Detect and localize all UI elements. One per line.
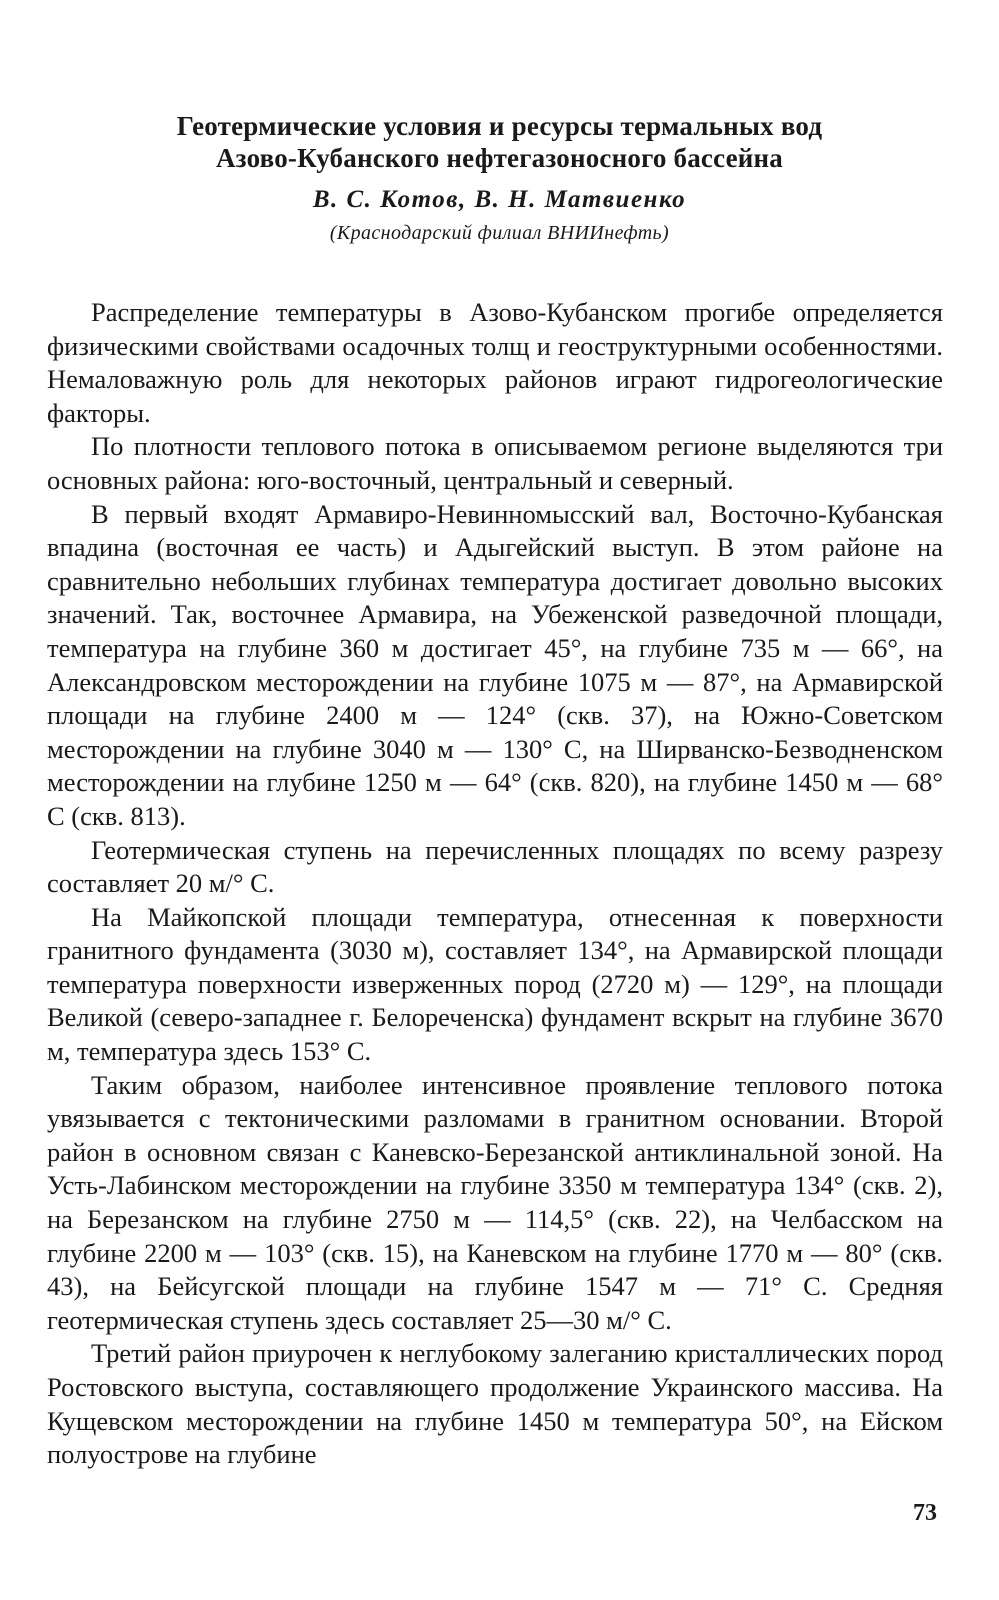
paragraph: Третий район приурочен к неглубокому залеганию кристаллических пород Ростовского выступа, составляющего продолжение Украинского массива. На Кущевском месторождении на глубине 1450 м температура 50°, на Ейском полуострове на глубине (47, 1338, 943, 1470)
affiliation: (Краснодарский филиал ВНИИнефть) (329, 222, 670, 244)
paragraph: Таким образом, наиболее интенсивное проявление теплового потока увязывается с тектоническими разломами в гранитном основании. Второй район в основном связан с Каневско-Березанской антиклинальной зоной. На Усть-Лабинском месторождении на глубине 3350 м температура 134° (скв. 2), на Березанском на глубине 2750 м — 114,5° (скв. 22), на Челбасском на глубине 2200 м — 103° (скв. 15), на Каневском на глубине 1770 м — 80° (скв. 43), на Бейсугской площади на глубине 1547 м — 71° С. Средняя геотермическая ступень здесь составляет 25—30 м/° С. (47, 1069, 943, 1335)
article-body (47, 296, 943, 1472)
page-number: 73 (913, 1500, 937, 1526)
paragraph: В первый входят Армавиро-Невинномысский вал, Восточно-Кубанская впадина (восточная ее часть) и Адыгейский выступ. В этом районе на сравнительно небольших глубинах температура достигает довольно высоких значений. Так, восточнее Армавира, на Убеженской разведочной площади, температура на глубине 360 м достигает 45°, на глубине 735 м — 66°, на Александровском месторождении на глубине 1075 м — 87°, на Армавирской площади на глубине 2400 м — 124° (скв. 37), на Южно-Советском месторождении на глубине 3040 м — 130° С, на Ширванско-Безводненском месторождении на глубине 1250 м — 64° (скв. 820), на глубине 1450 м — 68° С (скв. 813). (47, 498, 943, 831)
paragraph: По плотности теплового потока в описываемом регионе выделяются три основных района: юго-восточный, центральный и северный. (47, 431, 943, 495)
authors: В. С. Котов, В. Н. Матвиенко (312, 186, 687, 213)
paragraph: На Майкопской площади температура, отнесенная к поверхности гранитного фундамента (3030 м), составляет 134°, на Армавирской площади температура поверхности изверженных пород (2720 м) — 129°, на площади Великой (северо-западнее г. Белореченска) фундамент вскрыт на глубине 3670 м, температура здесь 153° С. (47, 901, 943, 1067)
paragraph: Геотермическая ступень на перечисленных площадях по всему разрезу составляет 20 м/° С. (47, 834, 943, 899)
article-title-line-2: Азово-Кубанского нефтегазоносного бассейна (215, 143, 783, 173)
article-title-line-1: Геотермические условия и ресурсы термальных вод (176, 111, 823, 141)
paragraph: Распределение температуры в Азово-Кубанском прогибе определяется физическими свойствами осадочных толщ и геоструктурными особенностями. Немаловажную роль для некоторых районов играют гидрогеологические факторы. (47, 297, 943, 428)
